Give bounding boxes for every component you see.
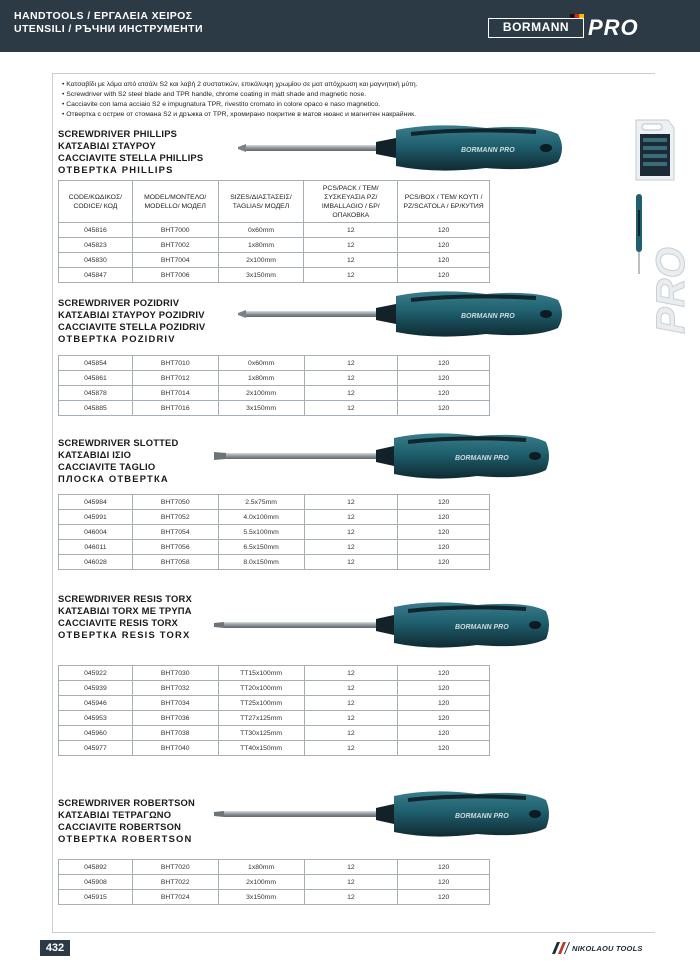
table-cell: 120 [398, 268, 490, 283]
table-cell: 045991 [59, 510, 133, 525]
table-cell: 12 [304, 386, 398, 401]
table-cell: TT27x125mm [218, 711, 304, 726]
section-title-resis-torx: SCREWDRIVER RESIS TORX ΚΑΤΣΑΒΙΔΙ TORX ΜΕ ΤΡΥΠΑ CACCIAVITE RESIS TORX ОТВЕРТКА RESIS TORX [58, 593, 192, 640]
category-line-1: HANDTOOLS / ΕΡΓΑΛΕΙΑ ΧΕΙΡΟΣ [14, 10, 193, 22]
header-pcs-box: PCS/BOX / ΤΕΜ/ ΚΟΥΤΙ / PZ/SCATOLA / БР/КУТИЯ [398, 181, 490, 223]
table-cell: 120 [398, 386, 490, 401]
section-title-phillips: SCREWDRIVER PHILLIPS ΚΑΤΣΑΒΙΔΙ ΣΤΑΥΡΟΥ CACCIAVITE STELLA PHILLIPS ОТВЕРТКА PHILLIPS [58, 128, 204, 175]
table-cell: 12 [304, 875, 398, 890]
table-header-row [59, 181, 490, 223]
table-cell: 045915 [59, 890, 133, 905]
table-cell: BHT7004 [132, 253, 218, 268]
table-row [59, 860, 490, 875]
table-cell: 12 [304, 726, 398, 741]
table-cell: TT20x100mm [218, 681, 304, 696]
table-cell: 12 [304, 525, 398, 540]
table-cell: 1x80mm [218, 860, 304, 875]
table-cell: BHT7034 [132, 696, 218, 711]
spec-table-slotted [58, 494, 490, 570]
table-cell: BHT7052 [132, 510, 218, 525]
resis-torx-screwdriver-image [212, 597, 552, 655]
table-row [59, 386, 490, 401]
table-cell: 8.0x150mm [218, 555, 304, 570]
description-line: • Screwdriver with S2 steel blade and TPR handle, chrome coating in matt shade and magnetic nose. [62, 91, 367, 98]
table-cell: 120 [398, 681, 490, 696]
table-cell: 12 [304, 540, 398, 555]
table-cell: BHT7006 [132, 268, 218, 283]
page-header [0, 0, 700, 52]
table-cell: TT40x150mm [218, 741, 304, 756]
footer-brand-text: NIKOLAOU TOOLS [572, 943, 643, 953]
table-cell: BHT7040 [132, 741, 218, 756]
table-row [59, 401, 490, 416]
table-cell: 120 [398, 741, 490, 756]
table-cell: 120 [398, 860, 490, 875]
table-cell: 12 [304, 510, 398, 525]
table-row [59, 741, 490, 756]
table-cell: 120 [398, 356, 490, 371]
spec-table-resis-torx [58, 665, 490, 756]
table-cell: 045960 [59, 726, 133, 741]
svg-text:BORMANN PRO: BORMANN PRO [461, 313, 515, 320]
table-row [59, 540, 490, 555]
table-cell: 045939 [59, 681, 133, 696]
description-line: • Отвертка с острие от стомана S2 и дръжка от TPR, хромирано покритие в матов нюанс и магнитен накрайник. [62, 111, 416, 118]
table-cell: BHT7016 [132, 401, 218, 416]
table-cell: BHT7010 [132, 356, 218, 371]
table-cell: 045953 [59, 711, 133, 726]
table-cell: 120 [398, 510, 490, 525]
table-cell: 120 [398, 555, 490, 570]
table-cell: 12 [304, 555, 398, 570]
table-cell: TT15x100mm [218, 666, 304, 681]
table-cell: 2x100mm [218, 875, 304, 890]
table-cell: 12 [304, 401, 398, 416]
table-cell: 12 [304, 890, 398, 905]
table-cell: 2.5x75mm [218, 495, 304, 510]
table-row [59, 356, 490, 371]
table-cell: BHT7030 [132, 666, 218, 681]
table-row [59, 223, 490, 238]
spec-table-pozidriv [58, 355, 490, 416]
table-cell: 12 [304, 371, 398, 386]
table-cell: 120 [398, 711, 490, 726]
table-row [59, 681, 490, 696]
table-cell: BHT7032 [132, 681, 218, 696]
table-cell: BHT7012 [132, 371, 218, 386]
table-cell: 120 [398, 875, 490, 890]
robertson-screwdriver-image [212, 786, 552, 844]
svg-text:BORMANN PRO: BORMANN PRO [461, 147, 515, 154]
table-cell: 045908 [59, 875, 133, 890]
table-cell: 120 [398, 495, 490, 510]
table-cell: 045892 [59, 860, 133, 875]
table-cell: 2x100mm [218, 386, 304, 401]
table-cell: 12 [304, 696, 398, 711]
table-row [59, 371, 490, 386]
table-row [59, 510, 490, 525]
table-row [59, 890, 490, 905]
table-cell: 12 [304, 666, 398, 681]
table-cell: 120 [398, 223, 490, 238]
table-cell: 120 [398, 253, 490, 268]
table-cell: 045946 [59, 696, 133, 711]
table-cell: 045984 [59, 495, 133, 510]
table-row [59, 253, 490, 268]
table-cell: 3x150mm [218, 268, 304, 283]
table-cell: 045878 [59, 386, 133, 401]
table-cell: 120 [398, 696, 490, 711]
table-cell: 12 [304, 223, 398, 238]
table-row [59, 711, 490, 726]
header-sizes: SIZES/ΔΙΑΣΤΑΣΕΙΣ/ TAGLIAS/ МОДЕЛ [218, 181, 304, 223]
table-cell: 12 [304, 741, 398, 756]
table-cell: 045977 [59, 741, 133, 756]
table-row [59, 495, 490, 510]
table-cell: 12 [304, 711, 398, 726]
table-row [59, 238, 490, 253]
table-cell: BHT7024 [132, 890, 218, 905]
table-cell: 3x150mm [218, 890, 304, 905]
table-row [59, 555, 490, 570]
svg-text:BORMANN PRO: BORMANN PRO [455, 813, 509, 820]
table-cell: BHT7050 [132, 495, 218, 510]
table-cell: 6.5x150mm [218, 540, 304, 555]
table-cell: BHT7054 [132, 525, 218, 540]
table-cell: 120 [398, 401, 490, 416]
footer-brand-logo [552, 941, 643, 955]
table-cell: 12 [304, 253, 398, 268]
table-cell: 046028 [59, 555, 133, 570]
table-row [59, 525, 490, 540]
table-cell: BHT7038 [132, 726, 218, 741]
description-line: • Κατσαβίδι με λάμα από ατσάλι S2 και λαβή 2 συστατικών, επικάλυψη χρωμίου σε ματ απόχρωση και μαγνητική μύτη. [62, 81, 418, 88]
product-blister-image [628, 120, 693, 340]
table-cell: 1x80mm [218, 238, 304, 253]
table-cell: 12 [304, 238, 398, 253]
table-cell: 045830 [59, 253, 133, 268]
header-code: CODE/ΚΩΔΙΚΟΣ/ CODICE/ КОД [59, 181, 133, 223]
slotted-screwdriver-image [212, 428, 552, 486]
table-cell: BHT7020 [132, 860, 218, 875]
svg-text:BORMANN PRO: BORMANN PRO [455, 455, 509, 462]
svg-text:BORMANN PRO: BORMANN PRO [455, 624, 509, 631]
table-cell: 045922 [59, 666, 133, 681]
table-row [59, 875, 490, 890]
nikolaou-logo-icon [552, 942, 570, 954]
table-cell: 046011 [59, 540, 133, 555]
table-cell: 045861 [59, 371, 133, 386]
table-cell: 12 [304, 495, 398, 510]
svg-text:PRO: PRO [649, 247, 693, 334]
brand-suffix: PRO [588, 15, 639, 40]
header-pcs-pack: PCS/PACK / ΤΕΜ/ ΣΥΣΚΕΥΑΣΙΑ PZ/ IMBALLAGIO / БР/ ОПАКОВКА [304, 181, 398, 223]
table-row [59, 726, 490, 741]
table-cell: TT30x125mm [218, 726, 304, 741]
section-title-robertson: SCREWDRIVER ROBERTSON ΚΑΤΣΑΒΙΔΙ ΤΕΤΡΑΓΩΝΟ CACCIAVITE ROBERTSON ОТВЕРТКА ROBERTSON [58, 797, 196, 844]
table-cell: 120 [398, 890, 490, 905]
brand-logo [488, 14, 668, 44]
table-cell: BHT7022 [132, 875, 218, 890]
table-cell: 12 [304, 268, 398, 283]
spec-table-phillips [58, 180, 490, 283]
table-cell: 0x60mm [218, 356, 304, 371]
table-cell: 5.5x100mm [218, 525, 304, 540]
table-cell: BHT7014 [132, 386, 218, 401]
table-cell: 120 [398, 666, 490, 681]
table-cell: 046004 [59, 525, 133, 540]
table-cell: BHT7002 [132, 238, 218, 253]
table-cell: 045816 [59, 223, 133, 238]
section-title-pozidriv: SCREWDRIVER POZIDRIV ΚΑΤΣΑΒΙΔΙ ΣΤΑΥΡΟΥ POZIDRIV CACCIAVITE STELLA POZIDRIV ОТВЕРТКА POZIDRIV [58, 297, 206, 344]
table-cell: BHT7056 [132, 540, 218, 555]
table-cell: 3x150mm [218, 401, 304, 416]
table-cell: 0x60mm [218, 223, 304, 238]
table-cell: BHT7000 [132, 223, 218, 238]
table-cell: 12 [304, 681, 398, 696]
table-cell: 120 [398, 371, 490, 386]
table-cell: 045823 [59, 238, 133, 253]
table-cell: 12 [304, 356, 398, 371]
header-model: MODEL/ΜΟΝΤΕΛΟ/ MODELLO/ МОДЕЛ [132, 181, 218, 223]
phillips-screwdriver-image [236, 120, 566, 178]
category-line-2: UTENSILI / РЪЧНИ ИНСТРУМЕНТИ [14, 23, 203, 35]
table-row [59, 696, 490, 711]
flag-icon [570, 14, 584, 18]
table-cell: 120 [398, 525, 490, 540]
table-row [59, 268, 490, 283]
section-title-slotted: SCREWDRIVER SLOTTED ΚΑΤΣΑΒΙΔΙ ΙΣΙΟ CACCIAVITE TAGLIO ПЛОСКА ОТВЕРТКА [58, 437, 179, 484]
table-cell: 12 [304, 860, 398, 875]
spec-table-robertson [58, 859, 490, 905]
description-line: • Cacciavite con lama acciaio S2 e impugnatura TPR, rivestito cromato in colore opaco e naso magnetico. [62, 101, 381, 108]
pozidriv-screwdriver-image [236, 286, 566, 344]
table-cell: 4.0x100mm [218, 510, 304, 525]
product-description [62, 80, 542, 120]
table-cell: BHT7036 [132, 711, 218, 726]
brand-name: BORMANN [488, 18, 584, 38]
category-heading [14, 10, 203, 36]
table-cell: TT25x100mm [218, 696, 304, 711]
table-cell: 120 [398, 726, 490, 741]
table-cell: 120 [398, 540, 490, 555]
table-cell: 045885 [59, 401, 133, 416]
table-cell: 045847 [59, 268, 133, 283]
table-row [59, 666, 490, 681]
page-number: 432 [40, 940, 70, 956]
table-cell: 120 [398, 238, 490, 253]
table-cell: BHT7058 [132, 555, 218, 570]
table-cell: 2x100mm [218, 253, 304, 268]
table-cell: 1x80mm [218, 371, 304, 386]
table-cell: 045854 [59, 356, 133, 371]
